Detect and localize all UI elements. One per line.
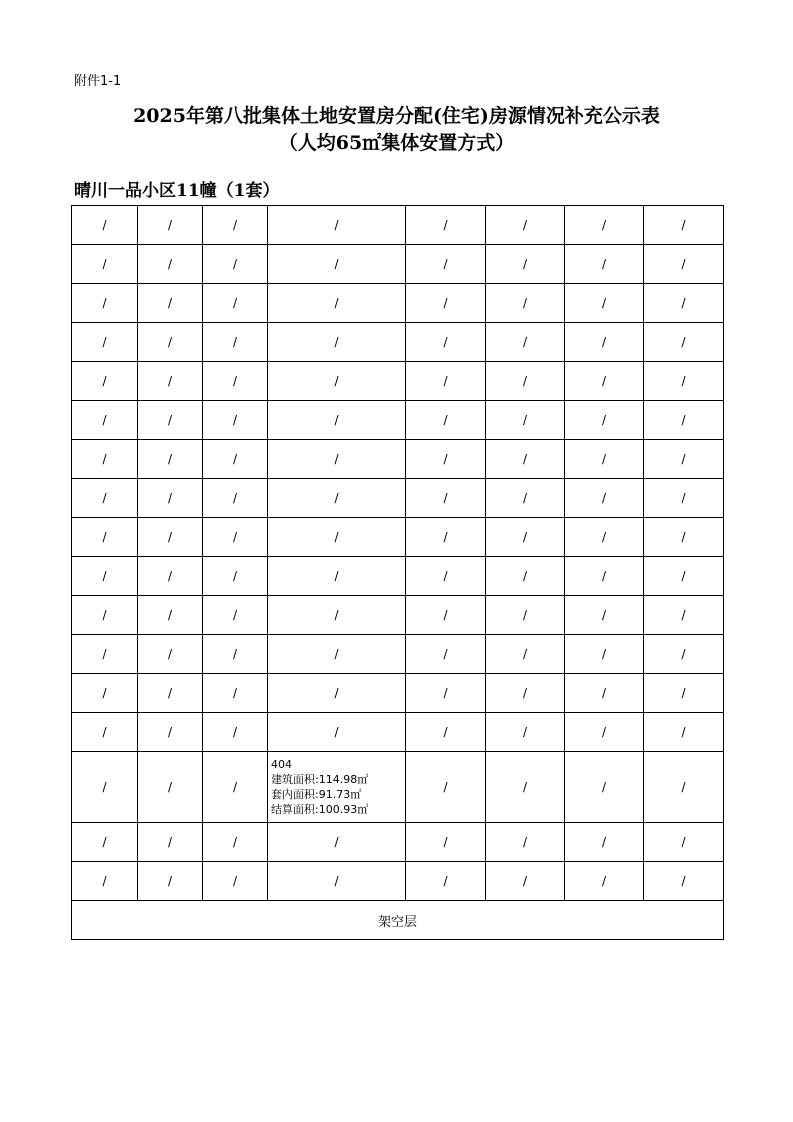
table-cell: /: [72, 479, 138, 518]
table-cell: /: [565, 284, 644, 323]
table-cell: /: [203, 635, 268, 674]
table-cell: /: [486, 284, 565, 323]
table-cell: /: [486, 557, 565, 596]
table-cell: /: [406, 596, 486, 635]
table-cell: /: [644, 823, 724, 862]
table-row: [72, 362, 724, 401]
table-cell: /: [138, 862, 203, 901]
table-cell: /: [138, 323, 203, 362]
table-cell: /: [565, 635, 644, 674]
table-cell: /: [203, 713, 268, 752]
table-cell: /: [406, 674, 486, 713]
table-cell: /: [138, 206, 203, 245]
table-cell: /: [565, 206, 644, 245]
unit-building-area: 建筑面积:114.98㎡: [271, 773, 369, 786]
table-cell: /: [486, 713, 565, 752]
table-cell: /: [203, 284, 268, 323]
table-cell: /: [486, 862, 565, 901]
table-cell: /: [486, 440, 565, 479]
table-cell: /: [268, 862, 406, 901]
table-cell: /: [486, 323, 565, 362]
table-cell: /: [203, 245, 268, 284]
table-cell: /: [268, 323, 406, 362]
table-row: [72, 440, 724, 479]
table-cell: /: [406, 479, 486, 518]
table-cell: /: [644, 674, 724, 713]
table-cell: /: [72, 518, 138, 557]
table-cell: /: [644, 557, 724, 596]
table-row: [72, 206, 724, 245]
table-cell: /: [644, 479, 724, 518]
table-cell: /: [268, 479, 406, 518]
table-cell: /: [565, 245, 644, 284]
unit-cell: [268, 752, 406, 823]
table-row: [72, 596, 724, 635]
table-cell: /: [565, 401, 644, 440]
page-subtitle: （人均65㎡集体安置方式）: [278, 132, 515, 154]
table-cell: /: [72, 862, 138, 901]
table-cell: /: [486, 823, 565, 862]
table-cell: /: [203, 596, 268, 635]
table-cell: /: [406, 635, 486, 674]
building-label: 晴川一品小区11幢（1套）: [74, 181, 280, 201]
table-cell: /: [203, 518, 268, 557]
table-cell: /: [486, 245, 565, 284]
table-cell: /: [138, 479, 203, 518]
table-cell: /: [565, 596, 644, 635]
table-row: [72, 479, 724, 518]
table-cell: /: [72, 752, 138, 823]
table-cell: /: [138, 713, 203, 752]
table-cell: /: [406, 401, 486, 440]
table-cell: /: [565, 440, 644, 479]
table-row: [72, 284, 724, 323]
table-cell: /: [486, 518, 565, 557]
table-row: [72, 823, 724, 862]
table-cell: /: [486, 479, 565, 518]
table-cell: /: [644, 862, 724, 901]
table-cell: /: [203, 674, 268, 713]
table-cell: /: [644, 245, 724, 284]
table-cell: /: [203, 862, 268, 901]
table-cell: /: [72, 635, 138, 674]
table-row: [72, 557, 724, 596]
table-cell: /: [565, 823, 644, 862]
table-cell: /: [644, 596, 724, 635]
table-cell: /: [268, 440, 406, 479]
table-cell: /: [565, 362, 644, 401]
table-cell: /: [72, 401, 138, 440]
table-cell: /: [486, 752, 565, 823]
table-cell: /: [203, 823, 268, 862]
table-cell: /: [486, 596, 565, 635]
table-cell: /: [203, 479, 268, 518]
table-row: [72, 518, 724, 557]
table-row: [72, 635, 724, 674]
unit-settlement-area: 结算面积:100.93㎡: [271, 803, 369, 816]
table-cell: /: [72, 713, 138, 752]
table-cell: /: [406, 557, 486, 596]
table-cell: /: [72, 674, 138, 713]
table-cell: /: [268, 362, 406, 401]
table-cell: /: [486, 674, 565, 713]
table-cell: /: [138, 635, 203, 674]
table-cell: /: [138, 440, 203, 479]
table-cell: /: [203, 557, 268, 596]
table-cell: /: [268, 823, 406, 862]
table-cell: /: [268, 713, 406, 752]
table-cell: /: [138, 245, 203, 284]
table-cell: /: [138, 752, 203, 823]
table-cell: /: [268, 401, 406, 440]
table-cell: /: [406, 823, 486, 862]
table-cell: /: [268, 284, 406, 323]
unit-room-number: 404: [271, 758, 292, 771]
table-cell: /: [644, 284, 724, 323]
table-cell: /: [406, 862, 486, 901]
table-cell: /: [406, 518, 486, 557]
table-cell: /: [406, 362, 486, 401]
table-cell: /: [644, 752, 724, 823]
table-row: [72, 713, 724, 752]
unit-inner-area: 套内面积:91.73㎡: [271, 788, 362, 801]
ground-floor-cell: 架空层: [72, 901, 724, 940]
table-cell: /: [406, 752, 486, 823]
table-cell: /: [203, 440, 268, 479]
table-cell: /: [565, 323, 644, 362]
table-cell: /: [565, 479, 644, 518]
table-cell: /: [406, 713, 486, 752]
table-cell: /: [565, 713, 644, 752]
table-cell: /: [644, 362, 724, 401]
table-cell: /: [72, 440, 138, 479]
table-cell: /: [644, 323, 724, 362]
table-cell: /: [203, 206, 268, 245]
table-cell: /: [72, 245, 138, 284]
table-cell: /: [565, 674, 644, 713]
table-cell: /: [486, 635, 565, 674]
table-cell: /: [138, 823, 203, 862]
table-row: [72, 862, 724, 901]
table-cell: /: [268, 635, 406, 674]
table-cell: /: [268, 518, 406, 557]
table-cell: /: [486, 206, 565, 245]
table-cell: /: [565, 557, 644, 596]
table-row: [72, 674, 724, 713]
table-cell: /: [268, 206, 406, 245]
table-cell: /: [203, 401, 268, 440]
table-cell: /: [406, 284, 486, 323]
table-cell: /: [406, 440, 486, 479]
table-cell: /: [203, 323, 268, 362]
table-cell: /: [486, 401, 565, 440]
table-cell: /: [72, 823, 138, 862]
table-cell: /: [406, 206, 486, 245]
table-cell: /: [138, 401, 203, 440]
table-row: [72, 901, 724, 940]
table-cell: /: [268, 596, 406, 635]
table-row: [72, 323, 724, 362]
table-row: [72, 752, 724, 823]
table-row: [72, 401, 724, 440]
table-cell: /: [644, 713, 724, 752]
table-cell: /: [138, 362, 203, 401]
housing-table: [71, 205, 724, 940]
table-cell: /: [203, 752, 268, 823]
table-cell: /: [72, 557, 138, 596]
table-cell: /: [268, 674, 406, 713]
table-cell: /: [138, 284, 203, 323]
table-cell: /: [565, 518, 644, 557]
table-cell: /: [565, 752, 644, 823]
table-cell: /: [644, 635, 724, 674]
table-cell: /: [644, 401, 724, 440]
table-cell: /: [565, 862, 644, 901]
table-cell: /: [138, 518, 203, 557]
table-cell: /: [268, 245, 406, 284]
table-cell: /: [644, 206, 724, 245]
table-cell: /: [406, 245, 486, 284]
table-cell: /: [72, 284, 138, 323]
page-title: 2025年第八批集体土地安置房分配(住宅)房源情况补充公示表: [133, 105, 660, 127]
table-cell: /: [72, 596, 138, 635]
table-cell: /: [644, 518, 724, 557]
table-row: [72, 245, 724, 284]
table-cell: /: [138, 674, 203, 713]
table-cell: /: [138, 557, 203, 596]
table-cell: /: [486, 362, 565, 401]
table-cell: /: [406, 323, 486, 362]
table-cell: /: [644, 440, 724, 479]
attachment-label: 附件1-1: [74, 74, 122, 89]
table-cell: /: [138, 596, 203, 635]
table-cell: /: [203, 362, 268, 401]
table-cell: /: [72, 206, 138, 245]
table-cell: /: [268, 557, 406, 596]
table-cell: /: [72, 323, 138, 362]
table-cell: /: [72, 362, 138, 401]
